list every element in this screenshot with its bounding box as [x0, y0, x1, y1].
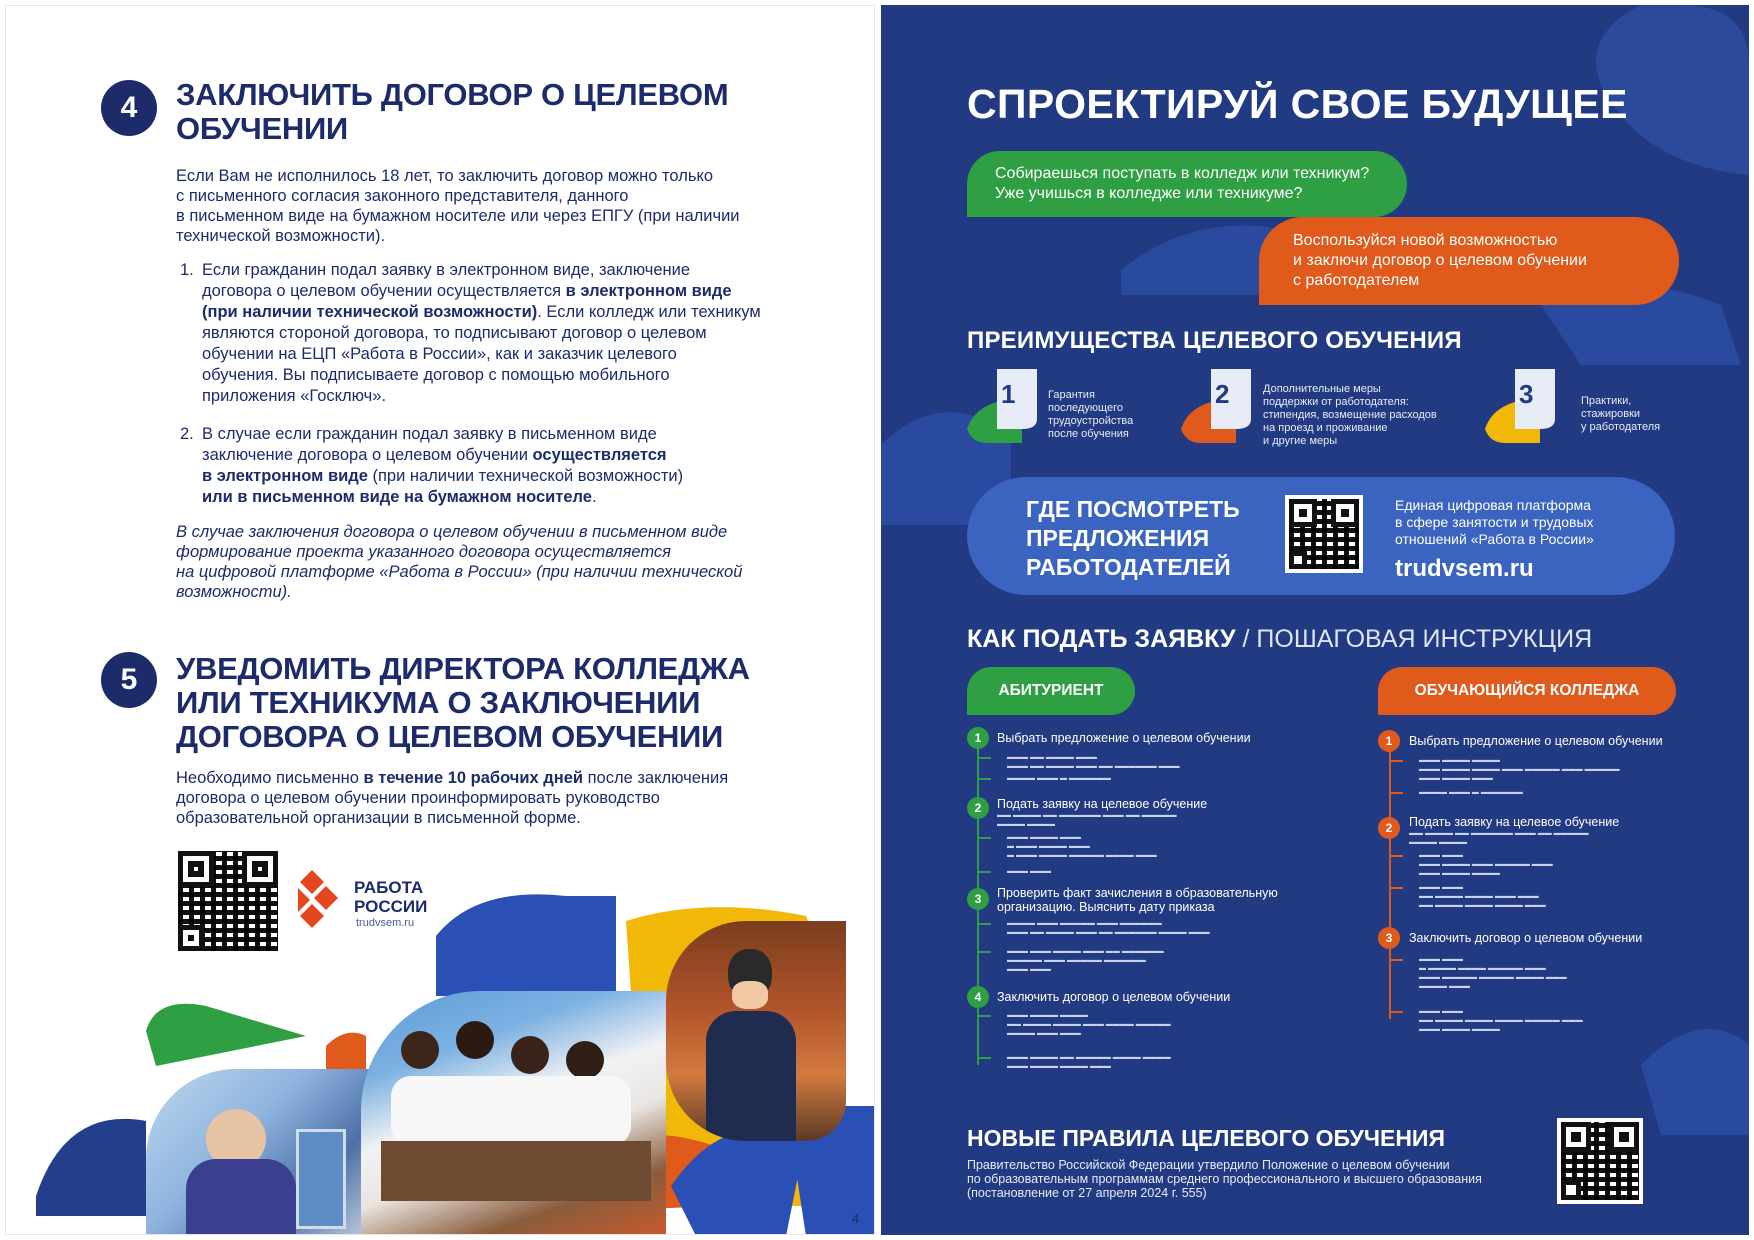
photo-uniform [706, 1011, 796, 1141]
step-5-heading-line3: ДОГОВОРА О ЦЕЛЕВОМ ОБУЧЕНИИ [176, 719, 724, 754]
list-line [202, 487, 822, 508]
benefit-line: у работодателя [1581, 421, 1661, 433]
applicant-step-4-title: Заключить договор о целевом обучении [997, 990, 1231, 1004]
where-line: РАБОТОДАТЕЛЕЙ [1026, 554, 1231, 580]
timeline-tick [979, 871, 991, 873]
list-text: заключение договора о целевом обучении [202, 446, 533, 464]
list-line [202, 302, 822, 323]
orange-pill-line: Воспользуйся новой возможностью [1293, 232, 1558, 249]
list-number: 2. [180, 425, 194, 443]
applicant-step-2-badge: 2 [967, 797, 989, 819]
list-line: являются стороной договора, то подписывают договор о целевом [202, 324, 707, 342]
list-bold-text: в электронном виде [565, 282, 732, 300]
list-text: . Если колледж или техникум [537, 303, 761, 321]
list-text: . [591, 488, 597, 506]
step-5-text [176, 768, 826, 828]
applicant-step-1-title: Выбрать предложение о целевом обучении [997, 731, 1251, 745]
applicant-step-4-badge: 4 [967, 986, 989, 1008]
benefit-2-number: 2 [1215, 379, 1230, 409]
applicant-step-2-details: ▬▬▬ ▬▬▬ [1007, 868, 1051, 875]
photo-table [381, 1141, 651, 1201]
benefit-line: Гарантия [1048, 389, 1095, 401]
photo-person-head [456, 1021, 494, 1059]
applicant-step-1-details: ▬▬▬▬ ▬▬▬ ▬ ▬▬▬▬▬▬ [1007, 775, 1111, 782]
timeline-tick [1391, 792, 1403, 794]
step-5-heading [176, 652, 750, 754]
green-pill-line: Уже учишься в колледже или техникуме? [995, 185, 1303, 202]
tab-applicant[interactable]: АБИТУРИЕНТ [967, 667, 1135, 715]
where-line: ГДЕ ПОСМОТРЕТЬ [1026, 496, 1240, 522]
step-5-bold-text: в течение 10 рабочих дней [363, 769, 584, 787]
step-5-number: 5 [120, 663, 138, 696]
orange-pill [1259, 217, 1679, 305]
green-pill [967, 151, 1407, 217]
platform-line: в сфере занятости и трудовых [1395, 514, 1594, 530]
platform-line: Единая цифровая платформа [1395, 497, 1591, 513]
benefit-3-text [1581, 395, 1660, 434]
howto-bold: КАК ПОДАТЬ ЗАЯВКУ [967, 625, 1236, 653]
new-rules-line: по образовательным программам среднего профессионального и высшего образования [967, 1172, 1482, 1186]
applicant-step-2-details: ▬▬▬ ▬▬▬▬ ▬▬▬ ▬ ▬▬▬ ▬▬▬▬ ▬▬▬ ▬ ▬▬▬ ▬▬▬▬ ▬▬▬▬▬ ▬▬▬▬ ▬▬▬ [1007, 834, 1157, 859]
benefit-line: поддержки от работодателя: [1263, 396, 1409, 408]
note-line: возможности). [176, 583, 292, 601]
applicant-step-4-details: ▬▬▬ ▬▬▬▬ ▬▬▬▬ ▬▬ ▬▬▬▬ ▬▬▬▬ ▬▬▬ ▬▬▬▬ ▬▬▬▬▬ ▬▬▬▬ ▬▬▬ ▬▬▬ [1007, 1012, 1171, 1037]
step-5-line: договора о целевом обучении проинформировать руководство [176, 789, 660, 807]
step-4-intro [176, 166, 816, 246]
timeline-tick [979, 1057, 991, 1059]
benefit-line: Дополнительные меры [1263, 383, 1381, 395]
student-step-1-details: ▬▬▬▬ ▬▬▬ ▬ ▬▬▬▬▬▬ [1419, 789, 1523, 796]
student-step-2-title: Подать заявку на целевое обучение [1409, 815, 1620, 829]
student-timeline [1389, 749, 1391, 1019]
timeline-tick [1391, 959, 1403, 961]
timeline-tick [1391, 1011, 1403, 1013]
applicant-step-1-details: ▬▬▬ ▬▬ ▬▬▬▬ ▬▬▬ ▬▬▬ ▬▬ ▬▬▬▬ ▬▬▬ ▬▬ ▬▬▬▬▬▬ ▬▬▬ [1007, 754, 1180, 770]
photo-face [732, 981, 768, 1009]
timeline-tick [979, 757, 991, 759]
applicant-step-2-title: Подать заявку на целевое обучение [997, 797, 1208, 811]
applicant-step-3-details: ▬▬▬▬ ▬▬▬ ▬▬▬▬▬ ▬▬▬ ▬▬▬▬▬▬ ▬▬▬ ▬▬ ▬▬▬▬ ▬▬▬ ▬▬ ▬▬▬▬▬▬ ▬▬▬▬ ▬▬▬ [1007, 920, 1210, 936]
step-4-heading [176, 78, 728, 146]
student-step-3-badge: 3 [1378, 927, 1400, 949]
step-4-list-item-2 [180, 424, 822, 508]
photo-person-head [401, 1031, 439, 1069]
timeline-tick [979, 778, 991, 780]
step-title-line: Проверить факт зачисления в образовательную [997, 886, 1278, 900]
benefit-line: после обучения [1048, 428, 1129, 440]
logo-line: РАБОТА [354, 878, 424, 897]
step-4-heading-line1: ЗАКЛЮЧИТЬ ДОГОВОР О ЦЕЛЕВОМ [176, 77, 729, 112]
step-5-line [176, 768, 826, 788]
benefit-line: на проезд и проживание [1263, 422, 1388, 434]
applicant-step-3-badge: 3 [967, 888, 989, 910]
list-number: 1. [180, 261, 194, 279]
list-bold-text: в электронном виде [202, 467, 368, 485]
howto-light: / ПОШАГОВАЯ ИНСТРУКЦИЯ [1235, 625, 1593, 653]
step-5-badge [101, 652, 157, 708]
applicant-step-2-details: ▬▬ ▬▬▬▬ ▬▬ ▬▬▬▬▬▬ ▬▬▬ ▬▬ ▬▬▬▬▬ ▬▬▬▬ ▬▬▬▬ [997, 812, 1177, 828]
step-title-line: организацию. Выяснить дату приказа [997, 900, 1215, 914]
orange-pill-line: с работодателем [1293, 272, 1420, 289]
photo-person-head [511, 1036, 549, 1074]
timeline-tick [1391, 855, 1403, 857]
step-4-heading-line2: ОБУЧЕНИИ [176, 111, 348, 146]
howto-heading [967, 625, 1592, 654]
list-line [202, 466, 822, 487]
step-5-heading-line1: УВЕДОМИТЬ ДИРЕКТОРА КОЛЛЕДЖА [176, 651, 750, 686]
student-step-1-title: Выбрать предложение о целевом обучении [1409, 734, 1663, 748]
list-line: обучении на ЕЦП «Работа в России», как и заказчик целевого [202, 345, 677, 363]
benefit-line: стипендия, возмещение расходов [1263, 409, 1437, 421]
timeline-tick [979, 1015, 991, 1017]
student-step-2-details: ▬▬▬ ▬▬▬ ▬▬ ▬▬▬▬ ▬▬▬▬ ▬▬▬ ▬▬▬ ▬▬ ▬▬▬▬ ▬▬▬▬ ▬▬▬▬ ▬▬▬ [1419, 884, 1546, 909]
note-line: В случае заключения договора о целевом обучении в письменном виде [176, 523, 728, 541]
green-pill-line: Собираешься поступать в колледж или техникум? [995, 165, 1370, 182]
photo-equipment [296, 1129, 346, 1229]
intro-line: с письменного согласия законного представителя, данного [176, 187, 629, 205]
step-5-text-part: после заключения [583, 769, 729, 787]
qr-code-offers[interactable] [1285, 495, 1363, 573]
tab-college-student[interactable]: ОБУЧАЮЩИЙСЯ КОЛЛЕДЖА [1378, 667, 1676, 715]
student-step-1-details: ▬▬▬ ▬▬▬▬ ▬▬▬▬ ▬▬▬ ▬▬▬▬ ▬▬▬▬ ▬▬▬ ▬▬▬▬▬ ▬▬▬ ▬▬▬▬▬ ▬▬▬ ▬▬▬▬ ▬▬▬ [1419, 757, 1620, 782]
photo-person-body [186, 1159, 296, 1235]
student-step-1-badge: 1 [1378, 730, 1400, 752]
qr-code-rules[interactable] [1557, 1118, 1643, 1204]
site-link[interactable]: trudvsem.ru [1395, 555, 1534, 582]
applicant-step-1-badge: 1 [967, 727, 989, 749]
list-line [202, 445, 822, 466]
student-step-2-badge: 2 [1378, 817, 1400, 839]
step-5-line: образовательной организации в письменной форме. [176, 809, 581, 827]
benefit-line: и другие меры [1263, 435, 1338, 447]
applicant-step-4-details: ▬▬▬ ▬▬▬▬ ▬▬ ▬▬▬▬▬ ▬▬▬▬ ▬▬▬▬ ▬▬▬ ▬▬▬▬ ▬▬▬▬ ▬▬▬ [1007, 1054, 1171, 1070]
benefit-3-number: 3 [1519, 379, 1534, 409]
list-text: (при наличии технической возможности) [367, 467, 684, 485]
photo-person-head [566, 1041, 604, 1079]
intro-line: технической возможности). [176, 227, 386, 245]
timeline-tick [1391, 760, 1403, 762]
step-5-heading-line2: ИЛИ ТЕХНИКУМА О ЗАКЛЮЧЕНИИ [176, 685, 701, 720]
applicant-step-3-details: ▬▬▬ ▬▬▬ ▬▬▬▬ ▬▬▬ ▬▬ ▬▬▬▬▬▬ ▬▬▬▬▬ ▬▬▬ ▬▬▬▬▬ ▬▬▬▬▬▬ ▬▬▬ ▬▬▬ [1007, 948, 1164, 973]
student-step-3-title: Заключить договор о целевом обучении [1409, 931, 1643, 945]
new-rules-line: (постановление от 27 апреля 2024 г. 555) [967, 1186, 1207, 1200]
photo-shirts [391, 1076, 631, 1146]
intro-line: в письменном виде на бумажном носителе или через ЕПГУ (при наличии [176, 207, 740, 225]
benefit-line: стажировки [1581, 408, 1641, 420]
where-line: ПРЕДЛОЖЕНИЯ [1026, 525, 1210, 551]
student-step-2-details: ▬▬ ▬▬▬▬ ▬▬ ▬▬▬▬▬▬ ▬▬▬ ▬▬ ▬▬▬▬▬ ▬▬▬▬ ▬▬▬▬ [1409, 830, 1589, 846]
new-rules-title: НОВЫЕ ПРАВИЛА ЦЕЛЕВОГО ОБУЧЕНИЯ [967, 1125, 1445, 1151]
platform-description [1395, 497, 1594, 548]
timeline-tick [1391, 887, 1403, 889]
photo-welder [666, 921, 846, 1141]
applicant-step-3-title [997, 886, 1278, 914]
list-line: Если гражданин подал заявку в электронном виде, заключение [202, 261, 691, 279]
logo-line: РОССИИ [354, 897, 428, 916]
list-text: договора о целевом обучении осуществляется [202, 282, 566, 300]
list-bold-text: (при наличии технической возможности) [202, 303, 538, 321]
benefit-1-text [1048, 389, 1133, 441]
platform-line: отношений «Работа в России» [1395, 531, 1594, 547]
main-title: СПРОЕКТИРУЙ СВОЕ БУДУЩЕЕ [967, 81, 1628, 127]
employer-offers-title [1026, 495, 1240, 582]
orange-pill-line: и заключи договор о целевом обучении [1293, 252, 1587, 269]
left-page [5, 5, 875, 1235]
qr-finder [1289, 551, 1307, 569]
page-number: 4 [852, 1211, 860, 1226]
new-rules-line: Правительство Российской Федерации утвердило Положение о целевом обучении [967, 1158, 1450, 1172]
student-step-3-details: ▬▬▬ ▬▬▬ ▬▬ ▬▬▬▬ ▬▬▬▬ ▬▬▬▬ ▬▬▬▬▬ ▬▬▬ ▬▬▬ ▬▬▬▬ ▬▬▬▬ [1419, 1008, 1583, 1033]
list-line: приложения «Госключ». [202, 387, 387, 405]
timeline-tick [979, 837, 991, 839]
benefits-title: ПРЕИМУЩЕСТВА ЦЕЛЕВОГО ОБУЧЕНИЯ [967, 327, 1462, 354]
step-4-note [176, 522, 836, 602]
intro-line: Если Вам не исполнилось 18 лет, то заключить договор можно только [176, 167, 714, 185]
note-line: формирование проекта указанного договора осуществляется [176, 543, 671, 561]
benefit-1-number: 1 [1001, 379, 1016, 409]
qr-finder [1561, 1180, 1581, 1200]
step-4-badge [101, 80, 157, 136]
list-line [202, 281, 822, 302]
new-rules-text [967, 1158, 1547, 1200]
benefit-2-text [1263, 383, 1437, 448]
photo-students-group [361, 991, 666, 1235]
list-line: обучения. Вы подписываете договор с помощью мобильного [202, 366, 670, 384]
timeline-tick [979, 923, 991, 925]
step-4-number: 4 [120, 91, 138, 124]
benefit-line: последующего [1048, 402, 1123, 414]
note-line: на цифровой платформе «Работа в России» (при наличии технической [176, 563, 743, 581]
benefit-line: трудоустройства [1048, 415, 1134, 427]
right-page [881, 5, 1749, 1235]
student-step-2-details: ▬▬▬ ▬▬▬ ▬▬▬ ▬▬▬▬ ▬▬▬ ▬▬▬▬▬ ▬▬▬ ▬▬▬ ▬▬▬▬ ▬▬▬▬ [1419, 852, 1553, 877]
list-line: В случае если гражданин подал заявку в письменном виде [202, 425, 657, 443]
step-4-list-item-1 [180, 260, 822, 407]
photo-lab-student [146, 1069, 378, 1235]
timeline-tick [979, 951, 991, 953]
benefit-line: Практики, [1581, 395, 1632, 407]
student-step-3-details: ▬▬▬ ▬▬▬ ▬ ▬▬▬▬ ▬▬▬▬ ▬▬▬▬▬ ▬▬▬ ▬▬▬ ▬▬▬▬▬ ▬▬▬▬▬ ▬▬▬▬ ▬▬▬ ▬▬▬▬ ▬▬▬ [1419, 956, 1567, 990]
logo-site[interactable]: trudvsem.ru [356, 917, 415, 929]
step-5-text-part: Необходимо письменно [176, 769, 364, 787]
list-bold-text: осуществляется [532, 446, 667, 464]
list-bold-text: или в письменном виде на бумажном носителе [202, 488, 592, 506]
